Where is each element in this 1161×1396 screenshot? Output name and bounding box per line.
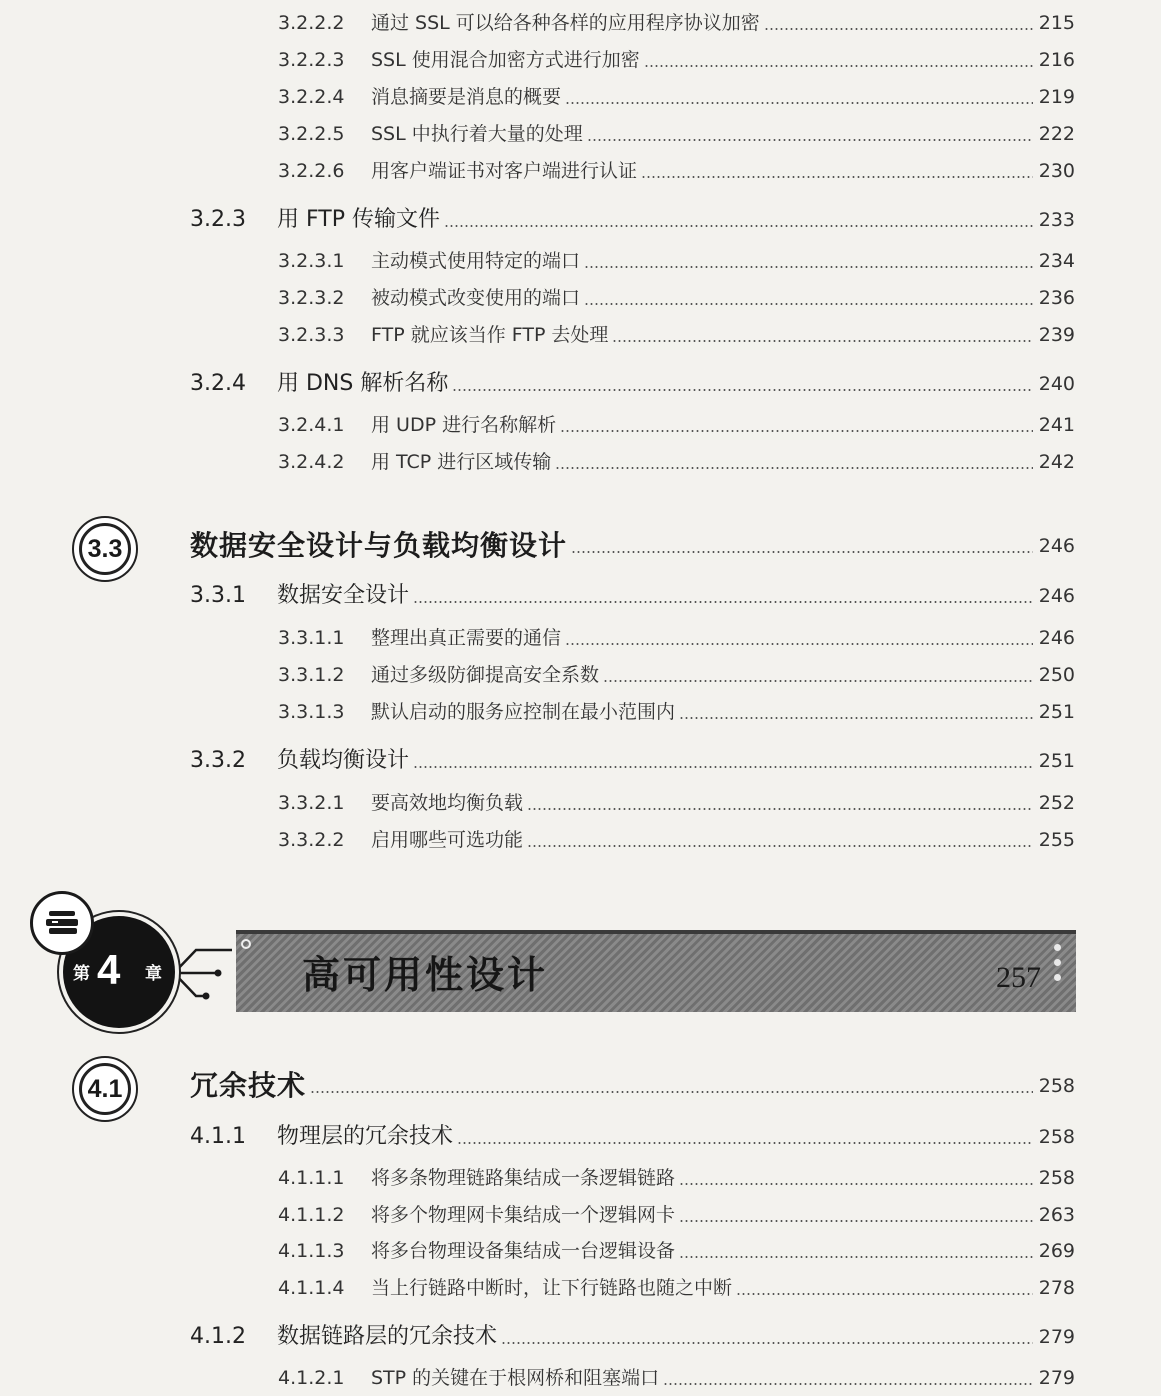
entry-page: 258 (1038, 1167, 1075, 1189)
leader-dots (736, 1293, 1033, 1295)
entry-title: SSL 中执行着大量的处理 (371, 123, 583, 145)
toc-entry (0, 407, 1161, 443)
chapter-prefix: 第 (73, 964, 90, 984)
leader-dots (452, 389, 1033, 391)
toc-section-entry (0, 743, 1161, 779)
entry-page: 236 (1038, 287, 1075, 309)
entry-number: 4.1.1.3 (278, 1240, 345, 1262)
toc-entry (0, 1160, 1161, 1196)
leader-dots (565, 102, 1033, 104)
entry-title: 用 DNS 解析名称 (277, 371, 449, 396)
entry-number: 4.1.2 (190, 1324, 246, 1349)
entry-page: 215 (1038, 12, 1075, 34)
entry-title: 被动模式改变使用的端口 (371, 287, 581, 309)
entry-title: 将多个物理网卡集结成一个逻辑网卡 (371, 1204, 676, 1226)
entry-number: 3.2.3.3 (278, 324, 345, 346)
entry-number: 4.1.1.2 (278, 1204, 345, 1226)
chapter-suffix: 章 (145, 964, 162, 984)
toc-chapter-section-entry (0, 1068, 1161, 1104)
toc-entry (0, 1197, 1161, 1233)
entry-number: 3.2.3.1 (278, 250, 345, 272)
entry-number: 3.3.1 (190, 583, 246, 608)
device-icon (30, 891, 94, 955)
entry-page: 250 (1038, 664, 1075, 686)
leader-dots (413, 601, 1033, 603)
chapter-number: 4 (97, 946, 121, 993)
entry-number: 3.2.2.4 (278, 86, 345, 108)
section-number-badge (72, 1056, 138, 1122)
leader-dots (679, 1256, 1033, 1258)
entry-title: 通过多级防御提高安全系数 (371, 664, 600, 686)
toc-entry (0, 243, 1161, 279)
entry-number: 4.1.2.1 (278, 1367, 345, 1389)
entry-number: 3.3.2 (190, 748, 246, 773)
leader-dots (571, 551, 1033, 553)
toc-entry (0, 444, 1161, 480)
leader-dots (679, 1220, 1033, 1222)
entry-number: 3.2.4 (190, 371, 246, 396)
leader-dots (527, 845, 1033, 847)
entry-title: 用 FTP 传输文件 (277, 207, 440, 232)
banner-ring-icon (241, 939, 251, 949)
toc-entry (0, 657, 1161, 693)
entry-number: 4.1.1 (190, 1124, 246, 1149)
leader-dots (587, 139, 1033, 141)
entry-page: 258 (1038, 1126, 1075, 1148)
entry-title: 默认启动的服务应控制在最小范围内 (371, 701, 676, 723)
entry-page: 246 (1038, 535, 1075, 557)
entry-number: 4.1.1.1 (278, 1167, 345, 1189)
entry-number: 3.2.2.2 (278, 12, 345, 34)
entry-title: 通过 SSL 可以给各种各样的应用程序协议加密 (371, 12, 760, 34)
entry-number: 3.3.2.1 (278, 792, 345, 814)
entry-title: 数据链路层的冗余技术 (277, 1324, 498, 1349)
entry-page: 278 (1038, 1277, 1075, 1299)
entry-page: 269 (1038, 1240, 1075, 1262)
connector-lines-icon (170, 940, 240, 1010)
entry-title: FTP 就应该当作 FTP 去处理 (371, 324, 609, 346)
entry-title: 负载均衡设计 (277, 748, 410, 773)
leader-dots (413, 766, 1033, 768)
entry-page: 251 (1038, 701, 1075, 723)
entry-page: 279 (1038, 1367, 1075, 1389)
toc-entry (0, 785, 1161, 821)
entry-page: 240 (1038, 373, 1075, 395)
entry-page: 279 (1038, 1326, 1075, 1348)
toc-entry (0, 116, 1161, 152)
leader-dots (444, 225, 1033, 227)
leader-dots (527, 808, 1033, 810)
entry-page: 241 (1038, 414, 1075, 436)
entry-title: STP 的关键在于根网桥和阻塞端口 (371, 1367, 660, 1389)
toc-section-entry (0, 202, 1161, 238)
leader-dots (560, 430, 1033, 432)
leader-dots (501, 1342, 1033, 1344)
entry-number: 3.3.1.2 (278, 664, 345, 686)
entry-page: 219 (1038, 86, 1075, 108)
leader-dots (584, 266, 1033, 268)
toc-entry (0, 5, 1161, 41)
chapter-title: 高可用性设计 (302, 953, 549, 997)
entry-page: 233 (1038, 209, 1075, 231)
entry-number: 3.2.4.1 (278, 414, 345, 436)
leader-dots (764, 28, 1033, 30)
toc-entry (0, 153, 1161, 189)
leader-dots (679, 1183, 1033, 1185)
entry-number: 3.3.1.1 (278, 627, 345, 649)
entry-page: 255 (1038, 829, 1075, 851)
toc-entry (0, 822, 1161, 858)
toc-section-entry (0, 1319, 1161, 1355)
entry-number: 3.2.2.3 (278, 49, 345, 71)
entry-number: 3.3.1.3 (278, 701, 345, 723)
leader-dots (663, 1383, 1033, 1385)
toc-entry (0, 79, 1161, 115)
entry-title: 当上行链路中断时，让下行链路也随之中断 (371, 1277, 733, 1299)
entry-title: 用客户端证书对客户端进行认证 (371, 160, 638, 182)
entry-number: 3.2.2.6 (278, 160, 345, 182)
leader-dots (584, 303, 1033, 305)
toc-entry (0, 620, 1161, 656)
entry-title: 消息摘要是消息的概要 (371, 86, 562, 108)
entry-page: 251 (1038, 750, 1075, 772)
entry-title: 要高效地均衡负载 (371, 792, 524, 814)
leader-dots (679, 717, 1033, 719)
entry-title: 用 UDP 进行名称解析 (371, 414, 557, 436)
entry-page: 222 (1038, 123, 1075, 145)
entry-page: 246 (1038, 585, 1075, 607)
entry-title: 冗余技术 (190, 1069, 307, 1102)
leader-dots (565, 643, 1033, 645)
entry-title: 用 TCP 进行区域传输 (371, 451, 552, 473)
entry-number: 3.2.2.5 (278, 123, 345, 145)
entry-page: 216 (1038, 49, 1075, 71)
entry-number: 4.1.1.4 (278, 1277, 345, 1299)
entry-title: 将多台物理设备集结成一台逻辑设备 (371, 1240, 676, 1262)
toc-entry (0, 42, 1161, 78)
chapter-page: 257 (996, 961, 1041, 994)
leader-dots (644, 65, 1033, 67)
entry-title: 整理出真正需要的通信 (371, 627, 562, 649)
entry-title: 主动模式使用特定的端口 (371, 250, 581, 272)
section-number: 3.3 (79, 523, 131, 575)
leader-dots (641, 176, 1033, 178)
entry-title: 启用哪些可选功能 (371, 829, 524, 851)
toc-section-entry (0, 366, 1161, 402)
leader-dots (310, 1091, 1033, 1093)
leader-dots (612, 340, 1033, 342)
entry-title: 物理层的冗余技术 (277, 1124, 454, 1149)
toc-section-entry (0, 1119, 1161, 1155)
toc-section-entry (0, 578, 1161, 614)
leader-dots (457, 1142, 1033, 1144)
entry-title: 数据安全设计 (277, 583, 410, 608)
entry-page: 252 (1038, 792, 1075, 814)
entry-page: 263 (1038, 1204, 1075, 1226)
entry-number: 3.3.2.2 (278, 829, 345, 851)
leader-dots (603, 680, 1033, 682)
entry-title: 将多条物理链路集结成一条逻辑链路 (371, 1167, 676, 1189)
toc-entry (0, 1270, 1161, 1306)
toc-entry (0, 1233, 1161, 1269)
section-number-badge (72, 516, 138, 582)
section-number: 4.1 (79, 1063, 131, 1115)
entry-number: 3.2.3 (190, 207, 246, 232)
banner-dots-icon (1054, 944, 1064, 1004)
entry-page: 230 (1038, 160, 1075, 182)
entry-title: 数据安全设计与负载均衡设计 (190, 529, 568, 562)
entry-page: 234 (1038, 250, 1075, 272)
toc-entry (0, 1360, 1161, 1396)
entry-page: 258 (1038, 1075, 1075, 1097)
entry-page: 239 (1038, 324, 1075, 346)
entry-number: 3.2.4.2 (278, 451, 345, 473)
toc-entry (0, 694, 1161, 730)
toc-entry (0, 317, 1161, 353)
toc-chapter-section-entry (0, 528, 1161, 564)
entry-number: 3.2.3.2 (278, 287, 345, 309)
entry-title: SSL 使用混合加密方式进行加密 (371, 49, 640, 71)
entry-page: 242 (1038, 451, 1075, 473)
leader-dots (555, 467, 1033, 469)
entry-page: 246 (1038, 627, 1075, 649)
toc-entry (0, 280, 1161, 316)
